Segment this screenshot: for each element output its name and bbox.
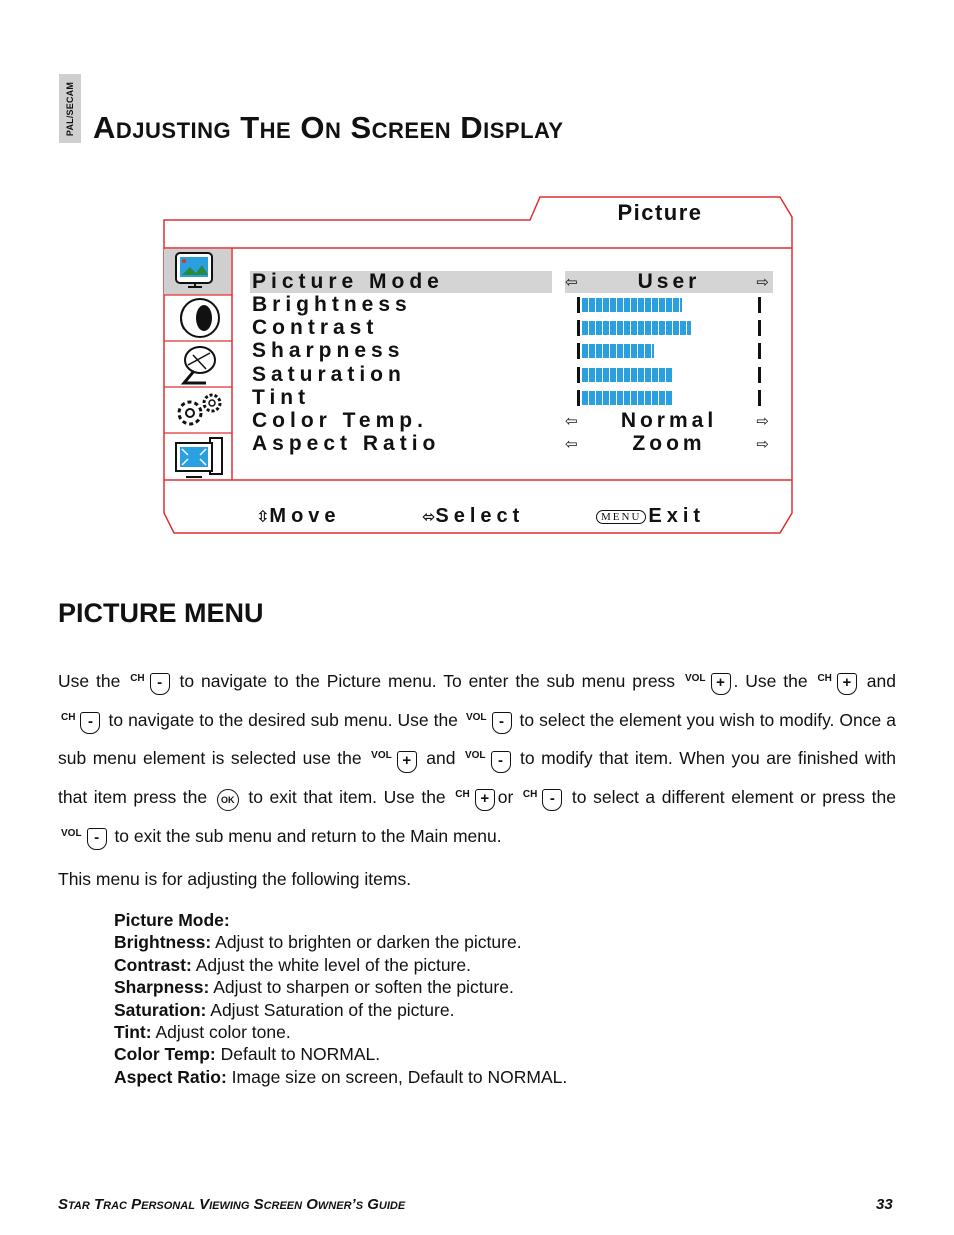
- list-item: Saturation: Adjust Saturation of the picture.: [114, 999, 455, 1020]
- ok-key-icon: OK: [217, 783, 239, 816]
- arrow-right-icon: ⇨: [756, 413, 769, 430]
- section-heading: PICTURE MENU: [58, 598, 264, 628]
- vol-minus-key-icon: $^{VOL}$ -: [465, 744, 511, 781]
- up-down-arrow-icon: ⇳: [256, 509, 270, 526]
- level-fill: [582, 344, 654, 358]
- osd-footer-exit: [596, 505, 705, 528]
- list-item: Brightness: Adjust to brighten or darken the picture.: [114, 932, 522, 953]
- arrow-right-icon: ⇨: [756, 274, 769, 291]
- osd-footer-move: [256, 505, 341, 528]
- arrow-left-icon: ⇦: [565, 413, 578, 430]
- level-fill: [582, 321, 691, 335]
- arrow-left-icon: ⇦: [565, 274, 578, 291]
- text-run: and: [866, 671, 896, 691]
- osd-bar-sharpness: [565, 340, 773, 362]
- text-run: to select the element you wish to modify. Once a sub menu element is selected use the: [58, 709, 896, 769]
- left-right-arrow-icon: ⬄: [422, 509, 436, 526]
- page-title: Adjusting The On Screen Display: [93, 110, 564, 145]
- vol-minus-key-icon: $^{VOL}$ -: [61, 822, 107, 859]
- menu-key-icon: MENU: [596, 510, 646, 524]
- osd-footer-exit-label: Exit: [648, 505, 706, 527]
- osd-row-saturation: Saturation: [252, 363, 406, 386]
- text-run: to navigate to the Picture menu. To enter the sub menu press: [179, 671, 676, 691]
- osd-value-text: Normal: [620, 409, 718, 432]
- ch-plus-key-icon: $^{CH}$ +: [817, 667, 856, 704]
- satellite-dish-icon: [184, 347, 215, 383]
- osd-value-aspect-ratio: [565, 433, 773, 455]
- ch-minus-key-icon: $^{CH}$ -: [130, 667, 169, 704]
- text-run: Use the: [58, 671, 121, 691]
- osd-bar-brightness: [565, 294, 773, 316]
- speaker-audio-icon: [181, 299, 219, 337]
- level-fill: [582, 368, 672, 382]
- osd-bar-saturation: [565, 364, 773, 386]
- osd-value-picture-mode: [565, 271, 773, 293]
- list-item: Sharpness: Adjust to sharpen or soften the picture.: [114, 977, 514, 998]
- list-item: Picture Mode:: [114, 910, 230, 930]
- osd-tab-picture: Picture: [617, 200, 703, 225]
- region-side-tab-label: PAL/SECAM: [65, 81, 75, 136]
- list-item: Contrast: Adjust the white level of the picture.: [114, 954, 471, 975]
- osd-row-tint: Tint: [252, 386, 311, 409]
- ch-minus-key-icon: $^{CH}$ -: [523, 783, 562, 820]
- vol-minus-key-icon: $^{VOL}$ -: [466, 706, 512, 743]
- ch-minus-key-icon: $^{CH}$ -: [61, 706, 100, 743]
- footer-guide-title: Star Trac Personal Viewing Screen Owner’s Guide: [58, 1196, 406, 1213]
- gears-setup-icon: [179, 395, 220, 424]
- osd-row-sharpness: Sharpness: [252, 339, 405, 362]
- osd-footer-select-label: Select: [435, 505, 525, 527]
- page-number: 33: [876, 1196, 893, 1213]
- osd-value-text: Zoom: [632, 432, 706, 455]
- osd-row-picture-mode: Picture Mode: [250, 271, 552, 293]
- list-item: Color Temp: Default to NORMAL.: [114, 1044, 381, 1065]
- osd-picture-menu-figure: [160, 195, 795, 535]
- text-run: to navigate to the desired sub menu. Use the: [108, 709, 458, 730]
- osd-row-contrast: Contrast: [252, 316, 379, 339]
- region-side-tab: [59, 74, 81, 143]
- osd-footer-select: [422, 505, 524, 528]
- text-run: and: [426, 748, 456, 769]
- osd-bar-tint: [565, 387, 773, 409]
- osd-value-color-temp: [565, 410, 773, 432]
- ch-plus-key-icon: $^{CH}$ +: [455, 783, 494, 820]
- osd-footer-move-label: Move: [269, 505, 341, 527]
- arrow-left-icon: ⇦: [565, 436, 578, 453]
- list-item: Tint: Adjust color tone.: [114, 1022, 291, 1043]
- arrow-right-icon: ⇨: [756, 436, 769, 453]
- text-run: . Use the: [733, 671, 808, 691]
- level-fill: [582, 298, 682, 312]
- screen-aspect-icon: [176, 438, 222, 477]
- tv-picture-icon: [176, 253, 212, 287]
- osd-bar-contrast: [565, 317, 773, 339]
- osd-value-text: User: [637, 270, 701, 293]
- instructions-paragraph: [58, 665, 896, 859]
- text-run: to select a different element or press the: [571, 787, 896, 808]
- osd-row-brightness: Brightness: [252, 293, 412, 316]
- intro-text: This menu is for adjusting the following items.: [58, 869, 412, 889]
- items-list: [114, 909, 567, 1088]
- text-run: to exit the sub menu and return to the Main menu.: [114, 825, 502, 846]
- text-run: to modify that item. When you are finished with that item press the: [58, 748, 896, 808]
- level-fill: [582, 391, 672, 405]
- text-run: to exit that item. Use the: [248, 787, 446, 808]
- vol-plus-key-icon: $^{VOL}$ +: [371, 744, 417, 781]
- vol-plus-key-icon: $^{VOL}$ +: [685, 667, 731, 704]
- list-item: Aspect Ratio: Image size on screen, Default to NORMAL.: [114, 1066, 568, 1087]
- osd-row-color-temp: Color Temp.: [252, 409, 428, 432]
- text-run: or: [497, 787, 514, 808]
- osd-row-aspect-ratio: Aspect Ratio: [252, 432, 441, 455]
